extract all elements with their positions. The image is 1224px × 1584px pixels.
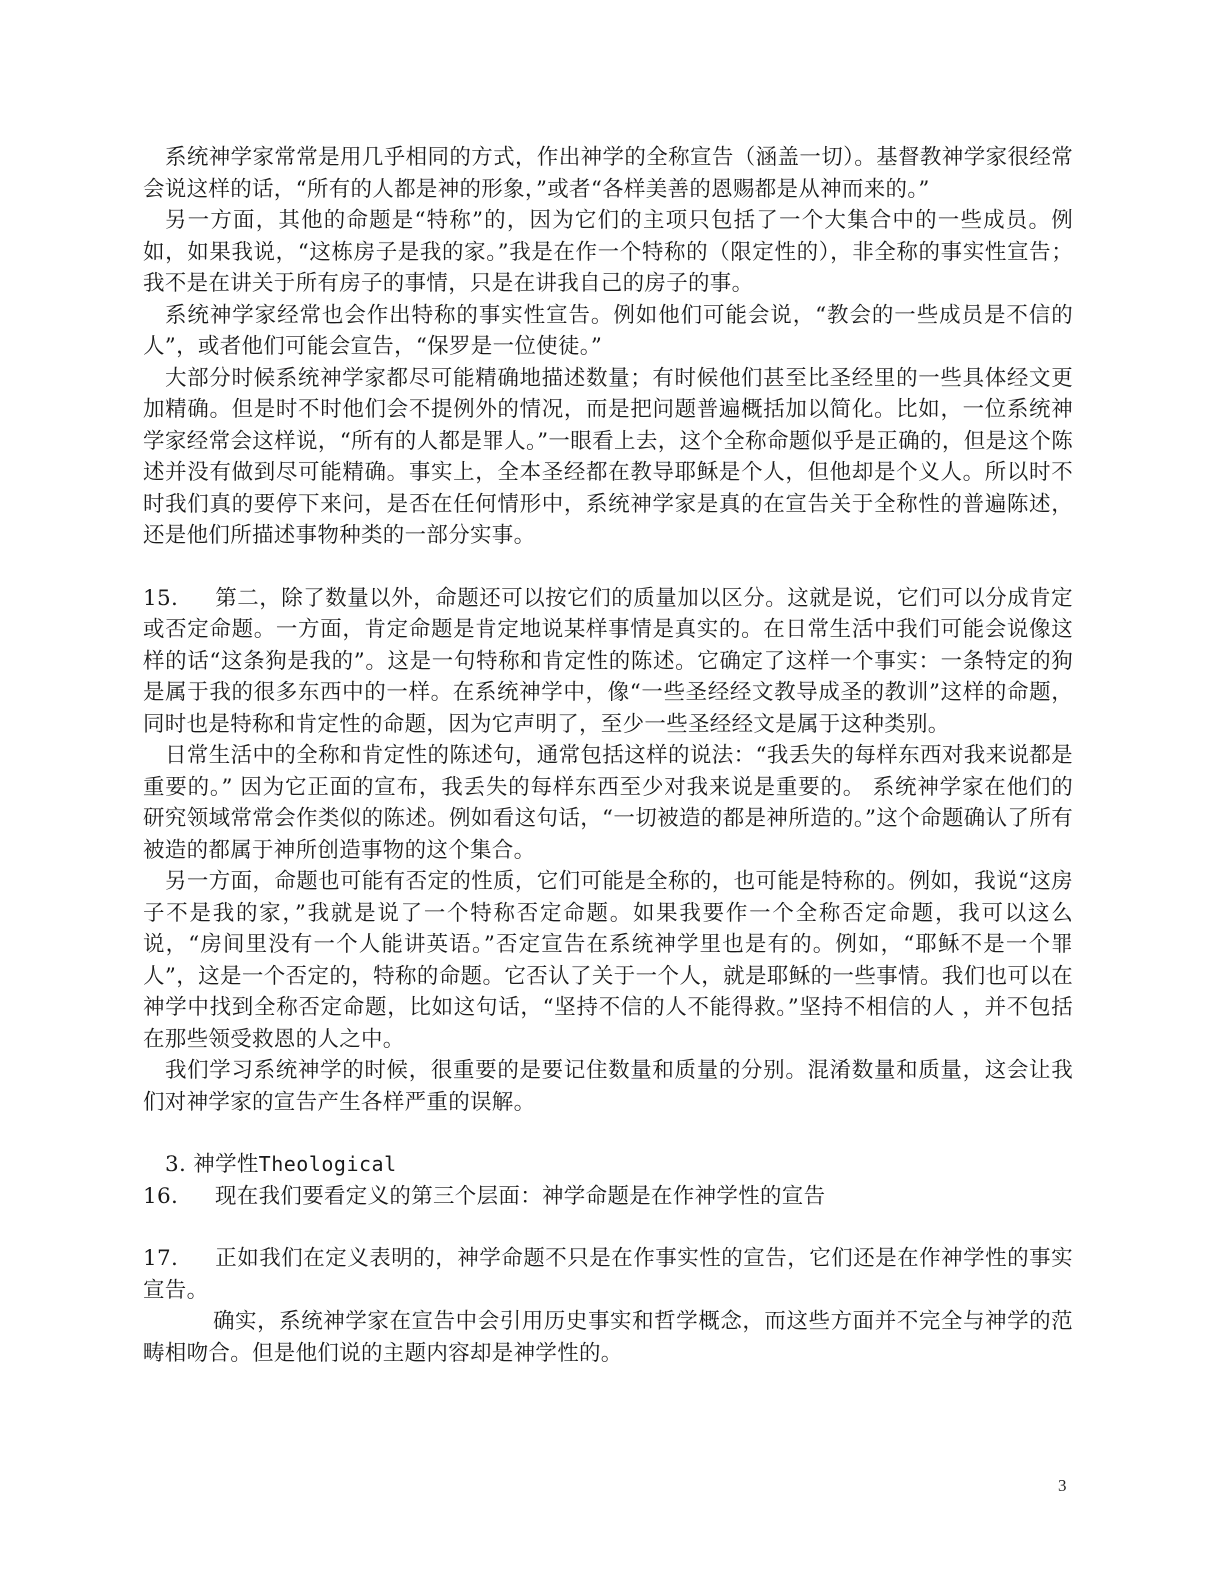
paragraph-precision: 大部分时候系统神学家都尽可能精确地描述数量；有时候他们甚至比圣经里的一些具体经文更加精确。但是时不时他们会不提例外的情况，而是把问题普遍概括加以简化。比如，一位系统神学家经常会这样说，“所有的人都是罪人。”一眼看上去，这个全称命题似乎是正确的，但是这个陈述并没有做到尽可能精确。事实上，全本圣经都在教导耶稣是个人，但他却是个义人。所以时不时我们真的要停下来问，是否在任何情形中，系统神学家是真的在宣告关于全称性的普遍陈述，还是他们所描述事物种类的一部分实事。 [143, 365, 1073, 548]
section-title-zh: 神学性 [193, 1152, 259, 1177]
numbered-paragraph-15 [143, 583, 1073, 741]
paragraph-text: 现在我们要看定义的第三个层面：神学命题是在作神学性的宣告 [215, 1183, 826, 1209]
numbered-paragraph-16 [143, 1181, 1073, 1213]
paragraph-text: 正如我们在定义表明的，神学命题不只是在作事实性的宣告，它们还是在作神学性的事实宣告。 [143, 1246, 1073, 1303]
paragraph-particular-examples: 系统神学家经常也会作出特称的事实性宣告。例如他们可能会说，“教会的一些成员是不信的人”，或者他们可能会宣告，“保罗是一位使徒。” [143, 302, 1073, 359]
numbered-paragraph-17 [143, 1243, 1073, 1306]
spacer [143, 1212, 1073, 1243]
section-number: 3. [165, 1152, 187, 1177]
spacer [143, 552, 1073, 583]
paragraph-number: 16. [143, 1183, 179, 1209]
paragraph-universal-affirmative: 日常生活中的全称和肯定性的陈述句，通常包括这样的说法：“我丢失的每样东西对我来说都是重要的。” 因为它正面的宣布，我丢失的每样东西至少对我来说是重要的。 系统神学家在他们的研究领域常常会作类似的陈述。例如看这句话，“一切被造的都是神所造的。”这个命题确认了所有被造的都属于神所创造事物的这个集合。 [143, 743, 1073, 863]
paragraph-universal-claims: 系统神学家常常是用几乎相同的方式，作出神学的全称宣告（涵盖一切）。基督教神学家很经常会说这样的话，“所有的人都是神的形象，”或者“各样美善的恩赐都是从神而来的。” [143, 145, 1073, 202]
paragraph-final: 确实，系统神学家在宣告中会引用历史事实和哲学概念，而这些方面并不完全与神学的范畴相吻合。但是他们说的主题内容却是神学性的。 [143, 1309, 1073, 1366]
paragraph-number: 17. [143, 1246, 179, 1271]
document-body [143, 142, 1073, 1369]
spacer [143, 1118, 1073, 1149]
paragraph-quantity-quality: 我们学习系统神学的时候，很重要的是要记住数量和质量的分别。混淆数量和质量，这会让我们对神学家的宣告产生各样严重的误解。 [143, 1058, 1073, 1115]
paragraph-particular-claims: 另一方面，其他的命题是“特称”的，因为它们的主项只包括了一个大集合中的一些成员。例如，如果我说，“这栋房子是我的家。”我是在作一个特称的（限定性的），非全称的事实性宣告；我不是在讲关于所有房子的事情，只是在讲我自己的房子的事。 [143, 208, 1073, 296]
paragraph-text: 第二，除了数量以外，命题还可以按它们的质量加以区分。这就是说，它们可以分成肯定或否定命题。一方面，肯定命题是肯定地说某样事情是真实的。在日常生活中我们可能会说像这样的话“这条狗是我的”。这是一句特称和肯定性的陈述。它确定了这样一个事实：一条特定的狗是属于我的很多东西中的一样。在系统神学中，像“一些圣经经文教导成圣的教训”这样的命题，同时也是特称和肯定性的命题，因为它声明了，至少一些圣经经文是属于这种类别。 [143, 585, 1073, 737]
section-title-en: Theological [258, 1152, 397, 1176]
page-number: 3 [1058, 1476, 1067, 1495]
section-heading [143, 1149, 1073, 1181]
paragraph-negative: 另一方面，命题也可能有否定的性质，它们可能是全称的，也可能是特称的。例如，我说“这房子不是我的家，”我就是说了一个特称否定命题。如果我要作一个全称否定命题，我可以这么说，“房间里没有一个人能讲英语。”否定宣告在系统神学里也是有的。例如，“耶稣不是一个罪人”，这是一个否定的，特称的命题。它否认了关于一个人，就是耶稣的一些事情。我们也可以在神学中找到全称否定命题，比如这句话，“坚持不信的人不能得救。”坚持不相信的人 ，并不包括在那些领受救恩的人之中。 [143, 869, 1073, 1052]
paragraph-number: 15. [143, 585, 179, 611]
